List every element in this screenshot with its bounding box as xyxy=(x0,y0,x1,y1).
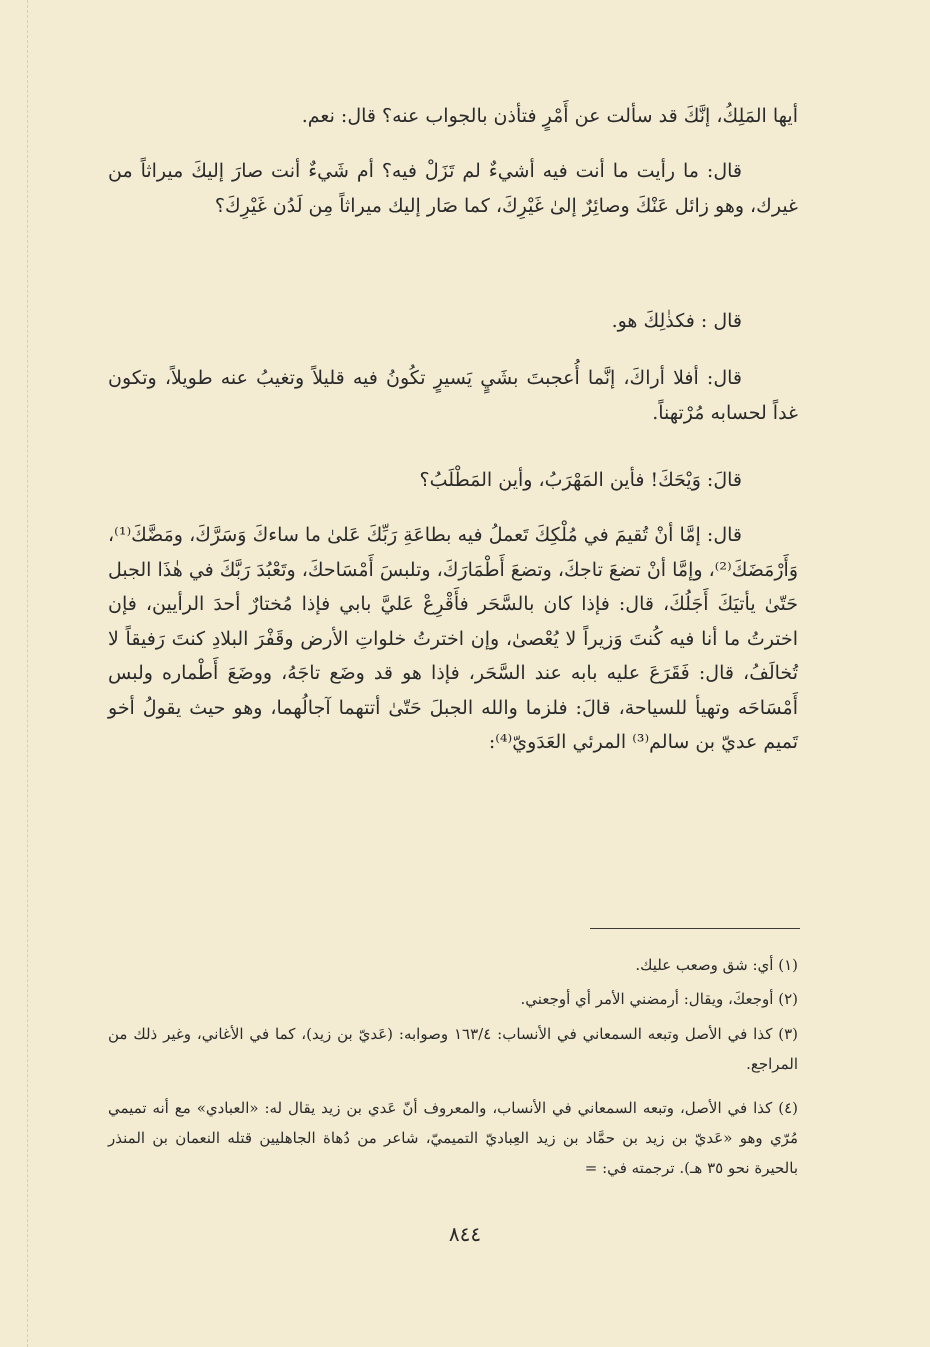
paragraph-6: قال: إمَّا أنْ تُقيمَ في مُلْكِكَ تَعملُ فيه بطاعَةِ رَبِّكَ عَلىٰ ما ساءكَ وَسَرَّكَ، ومَضَّكَ⁽¹⁾، وَأَرْمَضَكَ⁽²⁾، وإمَّا أنْ تضعَ تاجكَ، وتضعَ أَطْمَارَكَ، وتلبسَ أَمْسَاحكَ، وتَعْبُدَ رَبَّكَ في هٰذَا الجبل حَتّىٰ يأتيَكَ أَجَلُكَ، قال: فإذا كان بالسَّحَر فأَقْرِعْ عَليَّ بابي فإذا مُختارٌ أحدَ الرأيين، فإن اخترتُ ما أنا فيه كُنتَ وَزيراً لا يُعْصىٰ، وإن اخترتُ خلواتِ الأرض وقَفْرَ البلادِ كنتَ رَفيقاً لا تُخالَفُ، قال: فَقَرَعَ عليه بابه عند السَّحَر، فإذا هو قد وضَع تاجَهُ، ووضَعَ أَطْماره ولبس أَمْسَاحَه وتهيأ للسياحة، قالَ: فلزما والله الجبلَ حَتّىٰ أتتهما آجالُهما، وهو حيث يقولُ أخو تَميم عديّ بن سالم⁽³⁾ المرئي العَدَويّ⁽⁴⁾: xyxy=(108,524,798,753)
paragraph-2: قال: ما رأيت ما أنت فيه أشيءٌ لم تَزَلْ فيه؟ أم شَيءٌ أنت صارَ إليكَ ميراثاً من غيرك، وهو زائل عَنْكَ وصائِرٌ إلىٰ غَيْرِكَ، كما صَار إليك ميراثاً مِن لَدُن غَيْرِكَ؟ xyxy=(108,160,798,217)
footnote-separator xyxy=(590,928,800,929)
footnote-3: (٣) كذا في الأصل وتبعه السمعاني في الأنساب: ١٦٣/٤ وصوابه: (عَديّ بن زيد)، كما في الأغاني، وغير ذلك من المراجع. xyxy=(108,1025,798,1073)
paragraph-3: قال : فكذٰلِكَ هو. xyxy=(611,310,742,332)
footnote-2: (٢) أوجعكَ، ويقال: أرمضني الأمر أي أوجعني. xyxy=(520,990,798,1008)
paragraph-1: أيها المَلِكُ، إنَّكَ قد سألت عن أَمْرٍ فتأذن بالجواب عنه؟ قال: نعم. xyxy=(301,105,798,127)
footnote-4: (٤) كذا في الأصل، وتبعه السمعاني في الأنساب، والمعروف أنّ عَدي بن زيد يقال له: «العبادي» مع أنه تميمي مُرّي وهو «عَديّ بن زيد بن حمَّاد بن زيد العِباديّ التميميّ، شاعر من دُهاة الجاهليين قتله النعمان بن المنذر بالحيرة نحو ٣٥ هـ). ترجمته في: = xyxy=(108,1099,798,1177)
footnote-1: (١) أي: شق وصعب عليك. xyxy=(635,956,798,974)
paragraph-5: قالَ: وَيْحَكَ! فأين المَهْرَبُ، وأين المَطْلَبُ؟ xyxy=(419,469,742,491)
scan-margin-line xyxy=(27,0,28,1347)
paragraph-4: قال: أفلا أراكَ، إنَّما أُعجبتَ بشَيٍ يَسيرٍ تكُونُ فيه قليلاً وتغيبُ عنه طويلاً، وتكون غداً لحسابه مُرْتهناً. xyxy=(108,367,798,424)
page-number: ٨٤٤ xyxy=(448,1222,482,1246)
